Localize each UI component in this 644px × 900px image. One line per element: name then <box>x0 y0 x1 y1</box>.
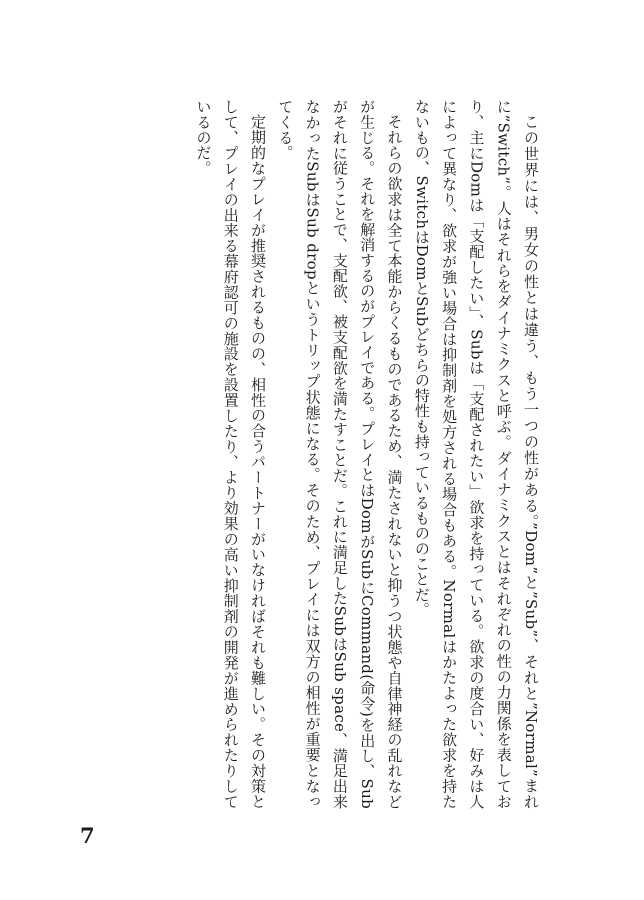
vertical-text-body <box>114 99 544 809</box>
paragraph-3: 定期的なプレイが推奨されるものの、相性の合うパートナーがいなければそれも難しい。その対策として、プレイの出来る幕府認可の施設を設置したり、より効果の高い抑制剤の開発が進められたりしているのだ。 <box>194 99 268 809</box>
paragraph-2: それらの欲求は全て本能からくるものであるため、満たされないと抑うつ状態や自律神経の乱れなどが生じる。それを解消するのがプレイである。プレイとはDomがSubにCommand(命令)を出し、Subがそれに従うことで、支配欲、被支配欲を満たすことだ。これに満足したSubはSub space、満足出来なかったSubはSub dropというトリップ状態になる。そのため、プレイには双方の相性が重要となってくる。 <box>276 99 404 809</box>
page-number: 7 <box>80 823 95 848</box>
paragraph-1: この世界には、男女の性とは違う、もう一つの性がある。”Dom”と”Sub”、それと”Normal”まれに”Switch”。人はそれらをダイナミクスと呼ぶ。ダイナミクスとはそれぞれの性の力関係を表しており、主にDomは「支配したい」、Subは「支配されたい」欲求を持っている。欲求の度合い、好みは人によって異なり、欲求が強い場合は抑制剤を処方される場合もある。Normalはかたよった欲求を持たないもの、SwitchはDomとSubどちらの特性も持っているもののことだ。 <box>412 99 540 809</box>
